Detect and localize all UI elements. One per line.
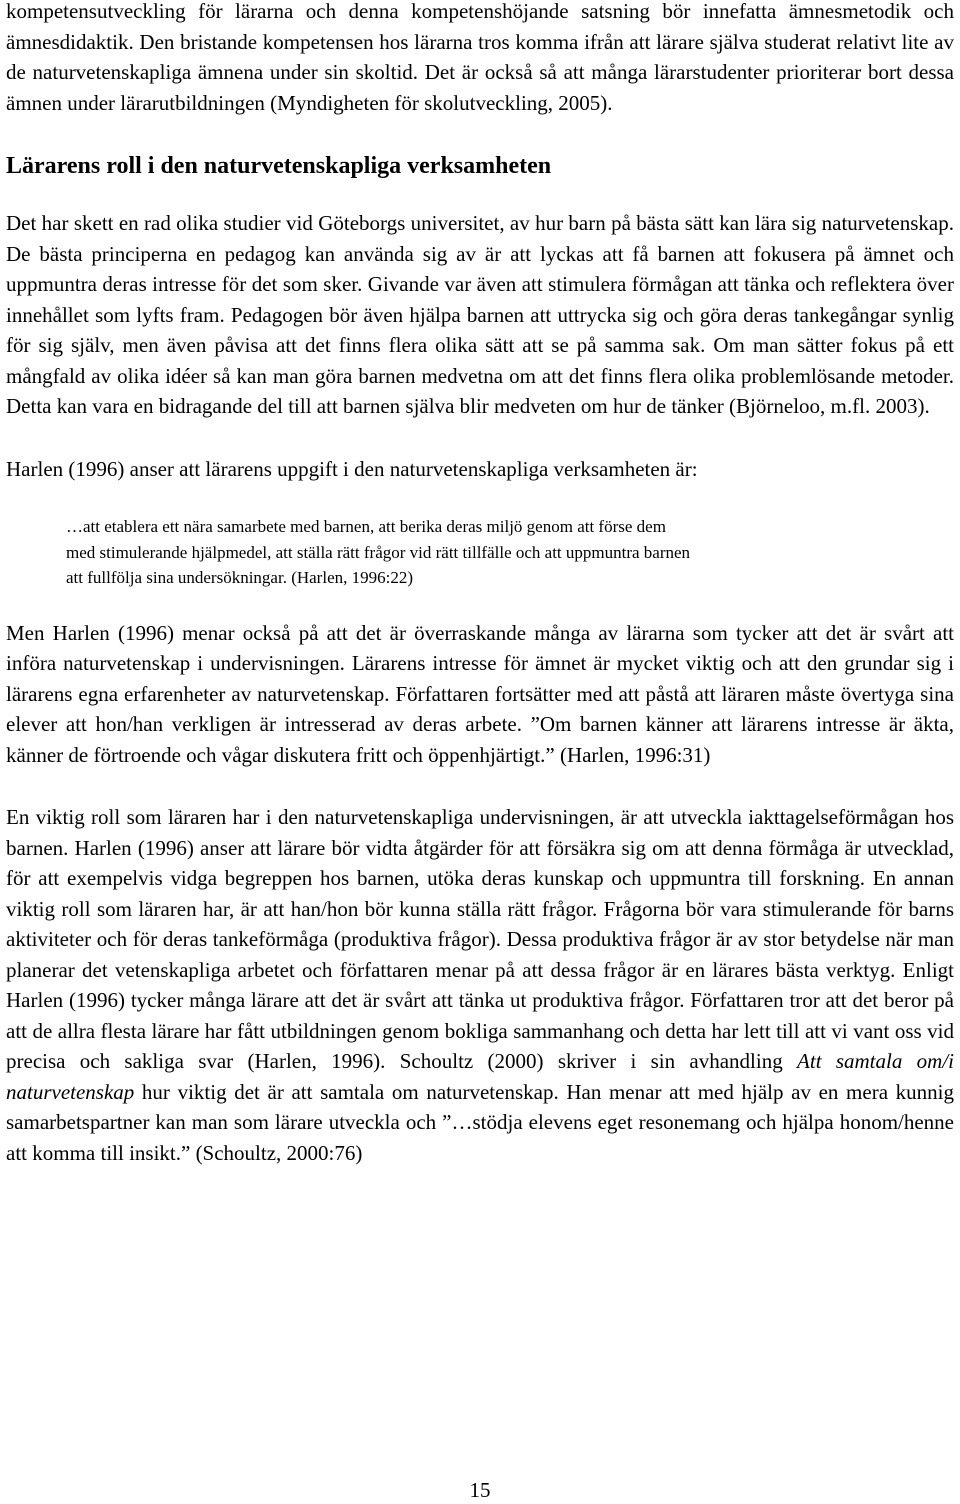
- quote-line: att fullfölja sina undersökningar. (Harlen, 1996:22): [66, 568, 413, 587]
- page-number: 15: [469, 1478, 491, 1502]
- quote-line: med stimulerande hjälpmedel, att ställa rätt frågor vid rätt tillfälle och att uppmuntra barnen: [66, 542, 691, 562]
- paragraph-4-text-end: hur viktig det är att samtala om naturvetenskap. Han menar att med hjälp av en mera kunnig samarbetspartner kan man som lärare utveckla och ”…stödja elevens eget resonemang och hjälpa honom/henne att komma till insikt.” (Schoultz, 2000:76): [6, 1079, 954, 1165]
- intro-paragraph: kompetensutveckling för lärarna och denna kompetenshöjande satsning bör innefatta ämnesmetodik och ämnesdidaktik. Den bristande kompetensen hos lärarna tros komma ifrån att lärare själva studerat relativt lite av de naturvetenskapliga ämnena under sin skoltid. Det är också så att många lärarstudenter prioriterar bort dessa ämnen under lärarutbildningen (Myndigheten för skolutveckling, 2005).: [6, 0, 954, 115]
- paragraph-4-text-start: En viktig roll som läraren har i den naturvetenskapliga undervisningen, är att utveckla iakttagelseförmågan hos barnen. Harlen (1996) anser att lärare bör vidta åtgärder för att försäkra sig om att denna förmåga är utvecklad, för att exempelvis vidga begreppen hos barnen, utöka deras kunskap och uppmuntra till forskning. En annan viktig roll som läraren har, är att han/hon bör kunna ställa rätt frågor. Frågorna bör vara stimulerande för barns aktiviteter och för deras tankeförmåga (produktiva frågor). Dessa produktiva frågor är av stor betydelse när man planerar det vetenskapliga arbetet och författaren menar på att dessa frågor är en lärares bästa verktyg. Enligt Harlen (1996) tycker många lärare att det är svårt att tänka ut produktiva frågor. Författaren tror att det beror på att de allra flesta lärare har fått utbildningen genom bokliga sammanhang och detta har lett till att vi vant oss vid precisa och sakliga svar (Harlen, 1996). Schoultz (2000) skriver i sin avhandling: [6, 805, 954, 1073]
- cited-work-title: Att samtala om/i naturvetenskap: [6, 1049, 954, 1104]
- block-quote: [66, 514, 896, 591]
- paragraph-2: Harlen (1996) anser att lärarens uppgift i den naturvetenskapliga verksamheten är:: [6, 456, 698, 481]
- document-page: [6, 0, 954, 1168]
- quote-line: …att etablera ett nära samarbete med barnen, att berika deras miljö genom att förse dem: [66, 517, 666, 536]
- paragraph-3: Men Harlen (1996) menar också på att det är överraskande många av lärarna som tycker att det är svårt att införa naturvetenskap i undervisningen. Lärarens intresse för ämnet är mycket viktig och att den grundar sig i lärarens egna erfarenheter av naturvetenskap. Författaren fortsätter med att påstå att läraren måste övertyga sina elever att hon/han verkligen är intresserad av deras arbete. ”Om barnen känner att lärarens intresse är äkta, känner de förtroende och vågar diskutera fritt och öppenhjärtigt.” (Harlen, 1996:31): [6, 620, 954, 767]
- section-heading: Lärarens roll i den naturvetenskapliga verksamheten: [6, 153, 552, 179]
- paragraph-4: [6, 802, 954, 1168]
- paragraph-1: Det har skett en rad olika studier vid Göteborgs universitet, av hur barn på bästa sätt kan lära sig naturvetenskap. De bästa principerna en pedagog kan använda sig av är att lyckas att få barnen att fokusera på ämnet och uppmuntra deras intresse för det som sker. Givande var även att stimulera förmågan att tänka och reflektera över innehållet som lyfts fram. Pedagogen bör även hjälpa barnen att uttrycka sig och göra deras tankegångar synlig för sig själv, men även påvisa att det finns flera olika sätt att se på samma sak. Om man sätter fokus på ett mångfald av olika idéer så kan man göra barnen medvetna om att det finns flera olika problemlösande metoder. Detta kan vara en bidragande del till att barnen själva blir medveten om hur de tänker (Björneloo, m.fl. 2003).: [6, 211, 954, 418]
